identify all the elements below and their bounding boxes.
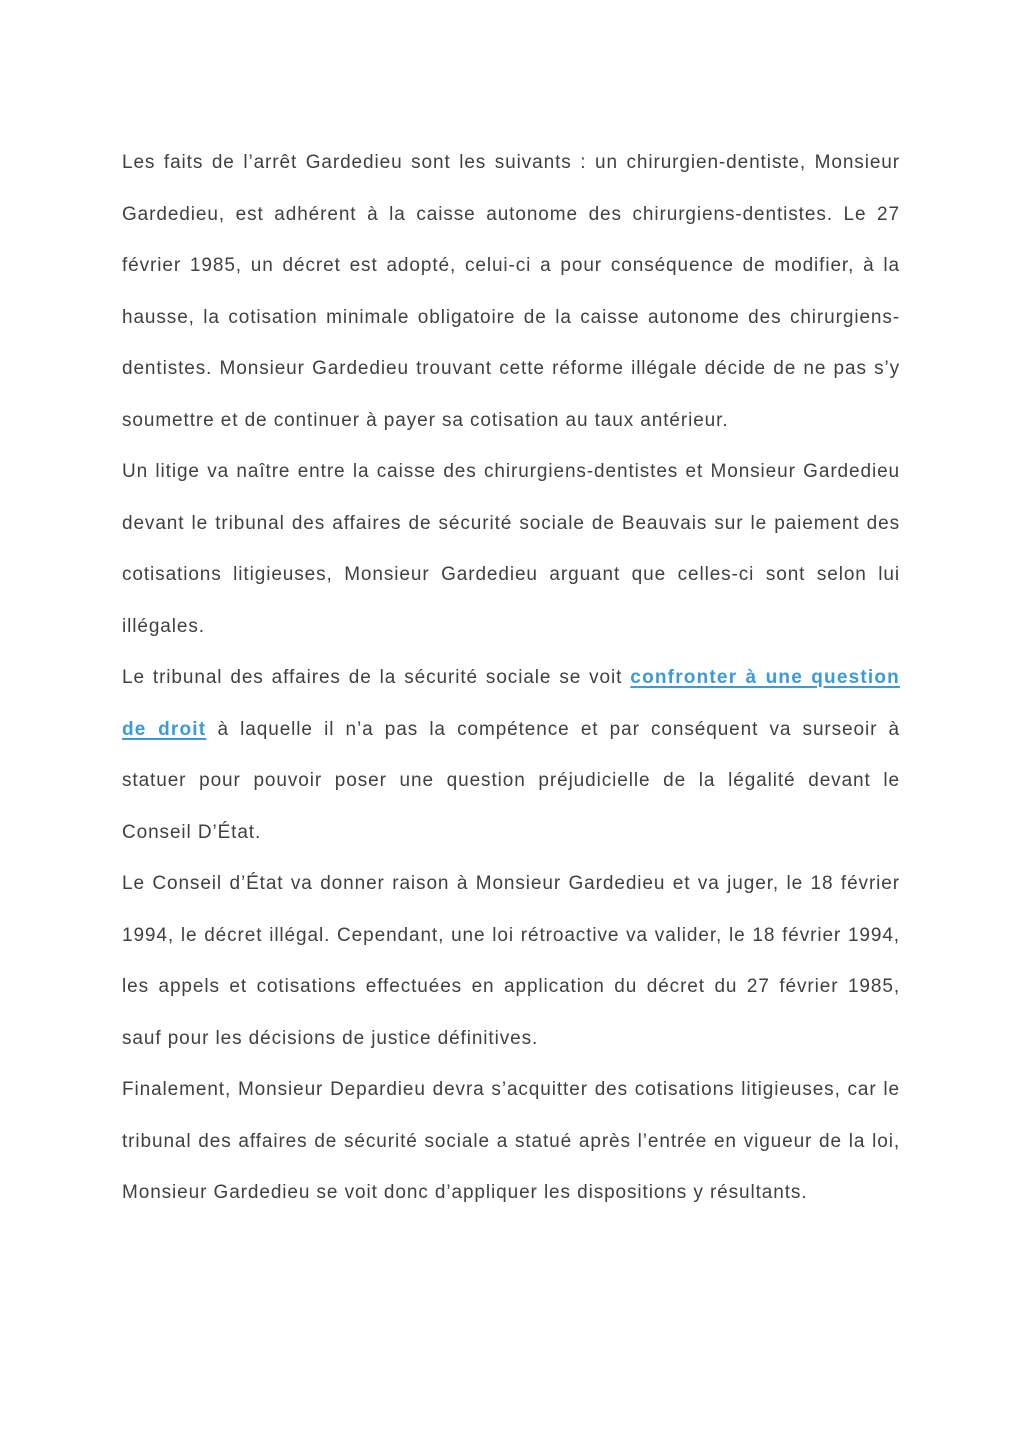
- document-body: [122, 137, 900, 1219]
- paragraph-tribunal-text-before: Le tribunal des affaires de la sécurité sociale se voit: [122, 667, 631, 688]
- paragraph-tribunal-text-after: à laquelle il n’a pas la compétence et par conséquent va surseoir à statuer pour pouvoir poser une question préjudicielle de la légalité devant le Conseil D’État.: [122, 718, 900, 843]
- paragraph-tribunal: [122, 652, 900, 858]
- paragraph-facts: Les faits de l’arrêt Gardedieu sont les suivants : un chirurgien-dentiste, Monsieur Gardedieu, est adhérent à la caisse autonome des chirurgiens-dentistes. Le 27 février 1985, un décret est adopté, celui-ci a pour conséquence de modifier, à la hausse, la cotisation minimale obligatoire de la caisse autonome des chirurgiens-dentistes. Monsieur Gardedieu trouvant cette réforme illégale décide de ne pas s’y soumettre et de continuer à payer sa cotisation au taux antérieur.: [122, 152, 900, 431]
- paragraph-conclusion: Finalement, Monsieur Depardieu devra s’acquitter des cotisations litigieuses, car le tribunal des affaires de sécurité sociale a statué après l’entrée en vigueur de la loi, Monsieur Gardedieu se voit donc d’appliquer les dispositions y résultants.: [122, 1079, 900, 1203]
- paragraph-conseil-etat: Le Conseil d’État va donner raison à Monsieur Gardedieu et va juger, le 18 février 1994, le décret illégal. Cependant, une loi rétroactive va valider, le 18 février 1994, les appels et cotisations effectuées en application du décret du 27 février 1985, sauf pour les décisions de justice définitives.: [122, 873, 900, 1049]
- question-de-droit-link[interactable]: confronter à une question de droit: [122, 667, 900, 740]
- paragraph-litigation: Un litige va naître entre la caisse des chirurgiens-dentistes et Monsieur Gardedieu devant le tribunal des affaires de sécurité sociale de Beauvais sur le paiement des cotisations litigieuses, Monsieur Gardedieu arguant que celles-ci sont selon lui illégales.: [122, 461, 900, 637]
